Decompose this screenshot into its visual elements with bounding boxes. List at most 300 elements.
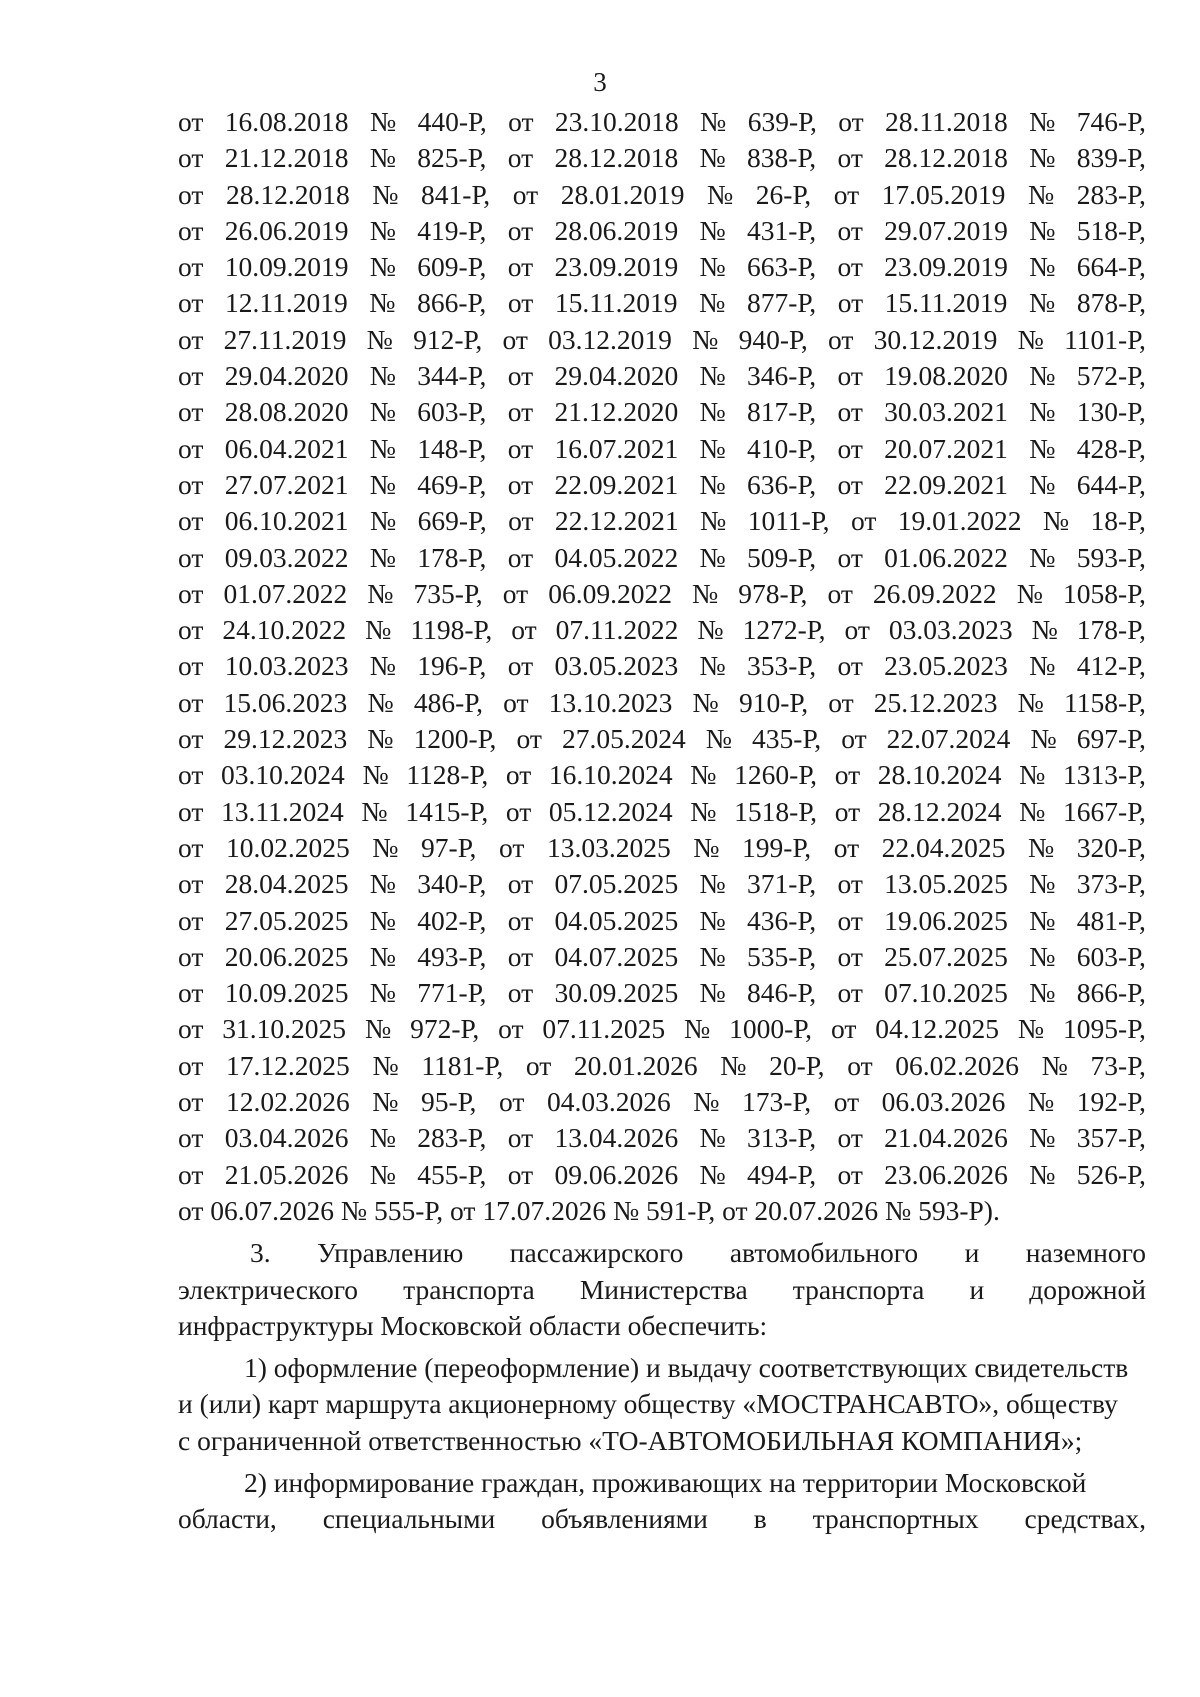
line-word: 06.03.2026 <box>881 1086 1006 1118</box>
line-word: № <box>366 323 393 355</box>
line-word: 95-Р, <box>421 1086 477 1118</box>
line-word: и <box>969 1273 985 1305</box>
line-word: № <box>1030 723 1057 755</box>
line-word: 04.05.2022 <box>554 541 679 573</box>
line-word: 28.12.2018 <box>884 142 1008 174</box>
line-word: от <box>178 432 204 464</box>
line-word: от <box>508 106 534 137</box>
line-word: 371-Р, <box>747 868 817 900</box>
list-item-1 <box>178 1350 1146 1459</box>
line-word: от <box>844 614 870 646</box>
line-word: 06.09.2022 <box>548 577 672 609</box>
line-word: от <box>178 977 204 1009</box>
line-word: № <box>1019 795 1046 827</box>
line-word: 03.12.2019 <box>548 323 672 355</box>
line-word: 669-Р, <box>417 505 487 537</box>
line-word: 28.11.2018 <box>885 106 1008 137</box>
line-word: от <box>178 1158 204 1190</box>
line-word: № <box>369 360 396 392</box>
line-word: № <box>369 214 396 246</box>
line-word: от <box>827 323 854 355</box>
reference-list <box>178 104 1146 1193</box>
reference-line <box>178 1120 1146 1156</box>
line-word: пассажирского <box>509 1237 684 1269</box>
line-word: от <box>178 904 204 936</box>
line-word: 357-Р, <box>1076 1122 1146 1154</box>
line-word: от <box>505 795 532 827</box>
line-word: от <box>178 650 204 682</box>
line-word: 25.07.2025 <box>884 940 1008 972</box>
line-word: 1200-Р, <box>413 723 497 755</box>
line-word: области, <box>178 1503 277 1535</box>
line-word: 173-Р, <box>742 1086 812 1118</box>
line-word: 1058-Р, <box>1063 577 1146 609</box>
line-word: 481-Р, <box>1076 904 1146 936</box>
line-word: 03.05.2023 <box>554 650 679 682</box>
line-word: от <box>516 723 542 755</box>
line-word: Министерства <box>579 1273 748 1305</box>
line-word: № <box>361 795 388 827</box>
line-word: 22.07.2024 <box>886 723 1011 755</box>
line-word: 1260-Р, <box>734 759 818 791</box>
line-word: № <box>369 142 396 174</box>
line-word: 21.05.2026 <box>224 1158 349 1190</box>
line-word: 07.05.2025 <box>554 868 679 900</box>
reference-line <box>178 1157 1146 1193</box>
line-word: 07.11.2022 <box>555 614 679 646</box>
reference-line <box>178 503 1146 539</box>
line-word: № <box>1029 396 1056 428</box>
line-word: 735-Р, <box>413 577 483 609</box>
line-word: 192-Р, <box>1076 1086 1146 1118</box>
line-word: № <box>699 432 726 464</box>
line-word: от <box>178 323 204 355</box>
line-word: 28.04.2025 <box>224 868 349 900</box>
page-number: 3 <box>593 67 607 97</box>
reference-line <box>178 249 1146 285</box>
line-word: наземного <box>1025 1237 1146 1269</box>
line-word: 912-Р, <box>413 323 483 355</box>
line-word: от <box>834 795 861 827</box>
line-word: 639-Р, <box>747 106 817 137</box>
line-word: № <box>372 1049 399 1081</box>
line-word: № <box>1029 868 1056 900</box>
line-word: 28.01.2019 <box>560 178 685 210</box>
line-word: от <box>507 251 534 283</box>
line-word: 20-Р, <box>769 1049 825 1081</box>
line-word: № <box>699 977 726 1009</box>
line-word: от <box>178 795 204 827</box>
line-word: № <box>1029 904 1056 936</box>
line-word: № <box>369 1158 396 1190</box>
line-word: № <box>699 940 726 972</box>
line-word: от <box>178 142 204 174</box>
line-word: от <box>507 904 534 936</box>
line-word: 19.06.2025 <box>884 904 1008 936</box>
line-word: 28.12.2018 <box>554 142 679 174</box>
paragraph-3 <box>178 1235 1146 1344</box>
line-word: 283-Р, <box>417 1122 487 1154</box>
line-word: от <box>498 831 525 863</box>
line-word: 3. <box>250 1237 271 1269</box>
line-word: 373-Р, <box>1076 868 1146 900</box>
line-word: от <box>498 1013 524 1045</box>
line-word: № <box>720 1049 747 1081</box>
line-word: 03.04.2026 <box>224 1122 349 1154</box>
line-word: № <box>691 577 719 609</box>
line-word: 22.09.2021 <box>884 468 1008 500</box>
line-word: транспорта <box>403 1273 535 1305</box>
line-word: № <box>693 1086 720 1118</box>
line-word: 593-Р, <box>1076 541 1146 573</box>
reference-line <box>178 322 1146 358</box>
line-word: 535-Р, <box>747 940 817 972</box>
line-word: 428-Р, <box>1076 432 1146 464</box>
line-word: 23.10.2018 <box>554 106 679 137</box>
line-word: от <box>502 323 528 355</box>
line-word: 19.01.2022 <box>897 505 1022 537</box>
reference-line <box>178 177 1146 213</box>
line-word: от <box>178 614 204 646</box>
line-word: № <box>1029 142 1056 174</box>
line-word: № <box>1041 1049 1068 1081</box>
line-word: от <box>178 723 204 755</box>
reference-line <box>178 721 1146 757</box>
line-word: 13.03.2025 <box>546 831 671 863</box>
line-word: дорожной <box>1029 1273 1146 1305</box>
line-word: № <box>690 795 717 827</box>
line-word: 04.03.2026 <box>546 1086 671 1118</box>
line-word: № <box>692 323 719 355</box>
line-word: 1128-Р, <box>406 759 489 791</box>
line-word: от <box>850 505 877 537</box>
line-word: 878-Р, <box>1076 287 1146 319</box>
line-word: 130-Р, <box>1076 396 1146 428</box>
line-word: 13.04.2026 <box>554 1122 679 1154</box>
line-word: № <box>369 505 397 537</box>
line-word: № <box>369 977 396 1009</box>
line-word: 178-Р, <box>1076 614 1146 646</box>
reference-line <box>178 467 1146 503</box>
line-word: № <box>1029 468 1056 500</box>
line-word: 455-Р, <box>417 1158 487 1190</box>
line-word: от <box>178 686 204 718</box>
line-word: от <box>178 831 204 863</box>
line-word: от <box>178 251 204 283</box>
line-word: от <box>178 1122 204 1154</box>
line-word: № <box>364 1013 392 1045</box>
line-word: № <box>699 1158 726 1190</box>
line-word: 03.03.2023 <box>888 614 1013 646</box>
reference-line <box>178 431 1146 467</box>
line-word: от <box>507 287 534 319</box>
line-word: 1667-Р, <box>1063 795 1146 827</box>
reference-line <box>178 794 1146 830</box>
line-word: от <box>507 468 534 500</box>
line-word: 436-Р, <box>747 904 817 936</box>
line-word: 494-Р, <box>747 1158 817 1190</box>
line-word: № <box>1027 1086 1055 1118</box>
line-word: № <box>1029 106 1056 137</box>
line-word: 23.09.2019 <box>884 251 1008 283</box>
line-word: 15.11.2019 <box>884 287 1008 319</box>
line-word: 05.12.2024 <box>548 795 673 827</box>
line-word: 24.10.2022 <box>222 614 347 646</box>
line-word: от <box>507 541 534 573</box>
line-word: № <box>1017 323 1044 355</box>
line-word: № <box>692 686 719 718</box>
line-word: 28.08.2020 <box>224 396 349 428</box>
line-word: 07.10.2025 <box>884 977 1008 1009</box>
line-word: от <box>512 178 539 210</box>
line-word: от <box>507 977 534 1009</box>
reference-line <box>178 648 1146 684</box>
line-word: № <box>1027 178 1055 210</box>
line-word: 196-Р, <box>417 650 487 682</box>
line-word: от <box>525 1049 552 1081</box>
line-word: 469-Р, <box>417 468 487 500</box>
line-word: от <box>833 178 860 210</box>
line-word: № <box>1029 1122 1056 1154</box>
line-word: 97-Р, <box>421 831 477 863</box>
line-word: № <box>369 1122 396 1154</box>
line-word: 21.12.2020 <box>554 396 679 428</box>
line-word: 26.09.2022 <box>872 577 997 609</box>
line-word: от <box>507 432 534 464</box>
line-word: № <box>369 940 396 972</box>
line-word: от <box>511 614 537 646</box>
line-word: от <box>507 940 534 972</box>
line-word: 26-Р, <box>755 178 812 210</box>
line-word: № <box>1017 1013 1045 1045</box>
line-word: от <box>837 396 863 428</box>
line-word: от <box>837 468 863 500</box>
reference-line <box>178 975 1146 1011</box>
line-word: 199-Р, <box>742 831 812 863</box>
reference-line <box>178 576 1146 612</box>
line-word: 866-Р, <box>1076 977 1146 1009</box>
reference-line <box>178 540 1146 576</box>
line-word: специальными <box>322 1503 496 1535</box>
line-word: 30.09.2025 <box>554 977 679 1009</box>
line-word: от <box>178 360 204 392</box>
line-word: 825-Р, <box>417 142 487 174</box>
line-word: 817-Р, <box>747 396 817 428</box>
line-word: 29.04.2020 <box>224 360 349 392</box>
line-word: № <box>699 214 726 246</box>
line-word: от <box>841 723 867 755</box>
reference-line <box>178 866 1146 902</box>
line-word: 73-Р, <box>1090 1049 1146 1081</box>
reference-line <box>178 939 1146 975</box>
line-word: 431-Р, <box>747 214 817 246</box>
line-word: 1158-Р, <box>1064 686 1146 718</box>
line-word: от <box>178 1086 204 1118</box>
line-word: от <box>837 432 863 464</box>
line-word: № <box>369 106 397 137</box>
line-word: от <box>507 396 534 428</box>
line-word: от <box>833 1086 860 1118</box>
line-word: 21.12.2018 <box>224 142 349 174</box>
line-word: от <box>507 142 534 174</box>
line-word: 18-Р, <box>1090 505 1146 537</box>
line-word: 644-Р, <box>1076 468 1146 500</box>
line-word: 29.04.2020 <box>554 360 679 392</box>
line-word: от <box>178 468 204 500</box>
line-word: № <box>369 541 396 573</box>
line-word: 1272-Р, <box>742 614 826 646</box>
line-word: 27.11.2019 <box>223 323 347 355</box>
line-word: № <box>706 178 734 210</box>
line-word: от <box>507 214 534 246</box>
line-word: № <box>1029 940 1056 972</box>
reference-line <box>178 830 1146 866</box>
line-word: № <box>699 541 726 573</box>
line-word: 12.02.2026 <box>225 1086 350 1118</box>
line-word: 23.05.2023 <box>884 650 1008 682</box>
line-word: от <box>838 106 864 137</box>
line-word: от <box>507 360 534 392</box>
line-word: № <box>1017 686 1044 718</box>
line-word: от <box>837 360 863 392</box>
line-word: № <box>699 251 726 283</box>
line-word: 1313-Р, <box>1063 759 1146 791</box>
line-word: 148-Р, <box>417 432 487 464</box>
line-word: 664-Р, <box>1076 251 1146 283</box>
line-word: от <box>508 505 534 537</box>
line-word: № <box>1042 505 1070 537</box>
line-word: 01.06.2022 <box>884 541 1008 573</box>
line-word: от <box>507 1122 534 1154</box>
line-word: 1095-Р, <box>1063 1013 1146 1045</box>
line-word: 06.10.2021 <box>224 505 349 537</box>
line-word: № <box>699 904 726 936</box>
line-word: 21.04.2026 <box>884 1122 1008 1154</box>
line-word: от <box>502 577 529 609</box>
line-word: № <box>367 577 394 609</box>
line-word: № <box>700 505 727 537</box>
list-item-2-line <box>178 1501 1146 1537</box>
line-word: объявлениями <box>541 1503 708 1535</box>
line-word: 313-Р, <box>747 1122 817 1154</box>
line-word: № <box>365 614 392 646</box>
line-word: 839-Р, <box>1076 142 1146 174</box>
line-word: Управлению <box>317 1237 464 1269</box>
line-word: № <box>369 396 396 428</box>
line-word: 877-Р, <box>746 287 817 319</box>
reference-line <box>178 394 1146 430</box>
line-word: 609-Р, <box>417 251 487 283</box>
line-word: № <box>1029 360 1056 392</box>
list-item-1-line: 1) оформление (переоформление) и выдачу соответствующих свидетельств <box>244 1352 1129 1384</box>
line-word: от <box>178 868 204 900</box>
line-word: 28.12.2024 <box>877 795 1002 827</box>
line-word: 25.12.2023 <box>873 686 998 718</box>
line-word: от <box>837 904 863 936</box>
line-word: от <box>837 940 863 972</box>
reference-line <box>178 1084 1146 1120</box>
line-word: от <box>178 759 204 791</box>
line-word: 846-Р, <box>747 977 817 1009</box>
line-word: от <box>178 577 204 609</box>
line-word: 283-Р, <box>1076 178 1146 210</box>
line-word: транспорта <box>792 1273 925 1305</box>
line-word: 838-Р, <box>747 142 817 174</box>
line-word: в <box>753 1503 767 1535</box>
line-word: 663-Р, <box>747 251 817 283</box>
line-word: 697-Р, <box>1076 723 1146 755</box>
line-word: от <box>178 178 204 210</box>
line-word: от <box>827 577 853 609</box>
line-word: от <box>178 214 204 246</box>
line-word: № <box>699 650 726 682</box>
reference-line <box>178 1011 1146 1047</box>
line-word: 940-Р, <box>738 323 808 355</box>
line-word: № <box>699 868 726 900</box>
line-word: от <box>503 686 529 718</box>
line-word: 04.05.2025 <box>554 904 679 936</box>
line-word: от <box>837 1158 863 1190</box>
line-word: 419-Р, <box>417 214 487 246</box>
line-word: № <box>699 396 726 428</box>
line-word: от <box>178 940 204 972</box>
line-word: 07.11.2025 <box>542 1013 666 1045</box>
line-word: 10.09.2025 <box>224 977 349 1009</box>
line-word: 1181-Р, <box>421 1049 504 1081</box>
line-word: от <box>178 106 204 137</box>
line-word: 572-Р, <box>1076 360 1146 392</box>
line-word: 17.05.2019 <box>881 178 1006 210</box>
line-word: 29.12.2023 <box>223 723 348 755</box>
line-word: от <box>178 1049 204 1081</box>
line-word: и <box>964 1237 980 1269</box>
line-word: 27.07.2021 <box>224 468 349 500</box>
line-word: 06.02.2026 <box>895 1049 1019 1081</box>
line-word: от <box>830 1013 857 1045</box>
line-word: 412-Р, <box>1076 650 1146 682</box>
line-word: от <box>837 868 863 900</box>
line-word: 09.06.2026 <box>554 1158 679 1190</box>
line-word: № <box>699 468 726 500</box>
line-word: 27.05.2025 <box>224 904 349 936</box>
line-word: № <box>693 831 720 863</box>
reference-list-last-line: от 06.07.2026 № 555-Р, от 17.07.2026 № 591-Р, от 20.07.2026 № 593-Р). <box>178 1194 1000 1226</box>
line-word: № <box>699 142 726 174</box>
line-word: 29.07.2019 <box>884 214 1008 246</box>
reference-line <box>178 757 1146 793</box>
line-word: № <box>1029 432 1056 464</box>
line-word: 16.07.2021 <box>554 432 679 464</box>
line-word: 509-Р, <box>747 541 817 573</box>
line-word: 31.10.2025 <box>222 1013 347 1045</box>
line-word: № <box>369 868 396 900</box>
line-word: 20.06.2025 <box>224 940 349 972</box>
line-word: № <box>699 1122 726 1154</box>
line-word: 28.10.2024 <box>877 759 1002 791</box>
list-item-1-line: и (или) карт маршрута акционерному обществу «МОСТРАНСАВТО», обществу <box>178 1388 1118 1420</box>
line-word: № <box>369 904 396 936</box>
line-word: 1415-Р, <box>405 795 489 827</box>
line-word: от <box>837 1122 863 1154</box>
line-word: № <box>1029 214 1056 246</box>
line-word: 353-Р, <box>747 650 817 682</box>
line-word: 13.10.2023 <box>548 686 673 718</box>
line-word: № <box>1029 977 1056 1009</box>
line-word: от <box>507 650 534 682</box>
line-word: 320-Р, <box>1076 831 1146 863</box>
line-word: № <box>1028 287 1056 319</box>
line-word: № <box>1016 577 1043 609</box>
